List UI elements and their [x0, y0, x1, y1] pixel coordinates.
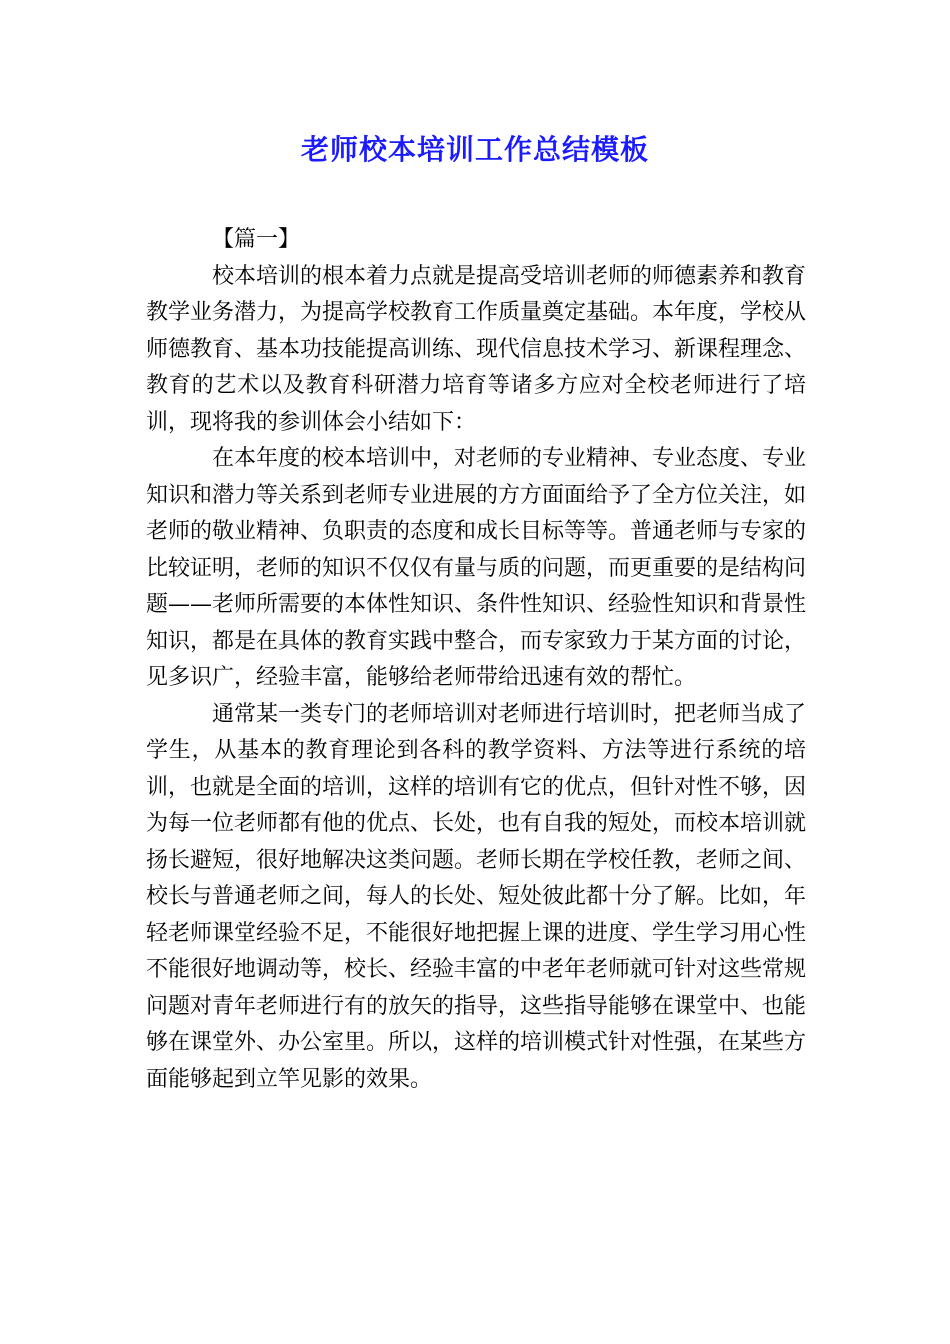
document-title: 老师校本培训工作总结模板: [300, 133, 649, 166]
document-body: [146, 222, 806, 1098]
paragraph-1: 校本培训的根本着力点就是提高受培训老师的师德素养和教育教学业务潜力，为提高学校教育工作质量奠定基础。本年度，学校从师德教育、基本功技能提高训练、现代信息技术学习、新课程理念、教育的艺术以及教育科研潜力培育等诸多方应对全校老师进行了培训，现将我的参训体会小结如下：: [146, 263, 807, 435]
section-label: 【篇一】: [212, 227, 301, 252]
paragraph-2: 在本年度的校本培训中，对老师的专业精神、专业态度、专业知识和潜力等关系到老师专业进展的方方面面给予了全方位关注，如老师的敬业精神、负职责的态度和成长目标等等。普通老师与专家的比较证明，老师的知识不仅仅有量与质的问题，而更重要的是结构问题——老师所需要的本体性知识、条件性知识、经验性知识和背景性知识，都是在具体的教育实践中整合，而专家致力于某方面的讨论，见多识广，经验丰富，能够给老师带给迅速有效的帮忙。: [146, 446, 807, 690]
paragraph-3: 通常某一类专门的老师培训对老师进行培训时，把老师当成了学生，从基本的教育理论到各科的教学资料、方法等进行系统的培训，也就是全面的培训，这样的培训有它的优点，但针对性不够，因为每一位老师都有他的优点、长处，也有自我的短处，而校本培训就扬长避短，很好地解决这类问题。老师长期在学校任教，老师之间、校长与普通老师之间，每人的长处、短处彼此都十分了解。比如，年轻老师课堂经验不足，不能很好地把握上课的进度、学生学习用心性不能很好地调动等，校长、经验丰富的中老年老师就可针对这些常规问题对青年老师进行有的放矢的指导，这些指导能够在课堂中、也能够在课堂外、办公室里。所以，这样的培训模式针对性强，在某些方面能够起到立竿见影的效果。: [146, 701, 807, 1092]
